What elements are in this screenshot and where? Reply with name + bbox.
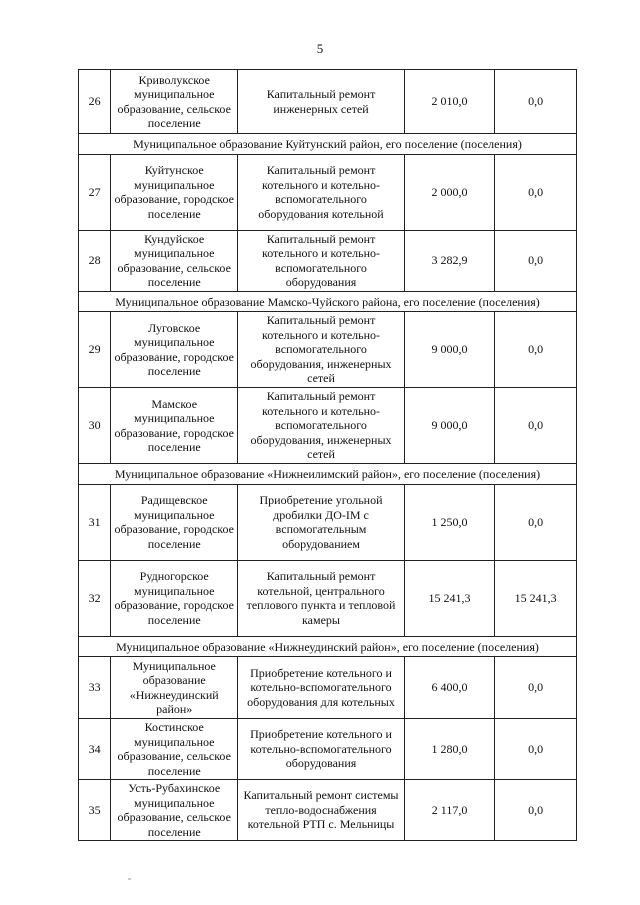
row-number: 29 <box>79 312 111 388</box>
amount-2-cell: 0,0 <box>495 230 577 291</box>
section-title: Муниципальное образование Мамско-Чуйского района, его поселение (поселения) <box>79 291 577 312</box>
amount-2-cell: 15 241,3 <box>495 560 577 636</box>
table-row <box>79 154 577 230</box>
amount-cell: 9 000,0 <box>404 388 494 464</box>
scan-artifact <box>128 878 131 880</box>
work-description-cell: Капитальный ремонт котельного и котельно-вспомогательного оборудования, инженерных сетей <box>238 312 405 388</box>
municipality-cell: Луговское муниципальное образование, городское поселение <box>111 312 238 388</box>
page-number: 5 <box>316 41 324 56</box>
table-row <box>79 230 577 291</box>
work-description-cell: Приобретение угольной дробилки ДО-IM с вспомогательным оборудованием <box>238 484 405 560</box>
row-number: 28 <box>79 230 111 291</box>
amount-cell: 2 000,0 <box>404 154 494 230</box>
amount-cell: 1 280,0 <box>404 719 494 780</box>
row-number: 34 <box>79 719 111 780</box>
table-row <box>79 780 577 841</box>
work-description-cell: Капитальный ремонт инженерных сетей <box>238 70 405 134</box>
row-number: 26 <box>79 70 111 134</box>
work-description-cell: Приобретение котельного и котельно-вспомогательного оборудования для котельных <box>238 657 405 719</box>
municipality-cell: Муниципальное образование «Нижнеудинский район» <box>111 657 238 719</box>
municipality-cell: Усть-Рубахинское муниципальное образование, сельское поселение <box>111 780 238 841</box>
municipality-cell: Радищевское муниципальное образование, городское поселение <box>111 484 238 560</box>
section-title: Муниципальное образование Куйтунский район, его поселение (поселения) <box>79 134 577 155</box>
row-number: 35 <box>79 780 111 841</box>
section-header-row <box>79 464 577 485</box>
section-title: Муниципальное образование «Нижнеилимский район», его поселение (поселения) <box>79 464 577 485</box>
work-description-cell: Капитальный ремонт котельной, центрального теплового пункта и тепловой камеры <box>238 560 405 636</box>
table-row <box>79 484 577 560</box>
work-description-cell: Капитальный ремонт котельного и котельно-вспомогательного оборудования котельной <box>238 154 405 230</box>
table-row <box>79 719 577 780</box>
funding-table <box>78 69 577 841</box>
work-description-cell: Капитальный ремонт котельного и котельно-вспомогательного оборудования, инженерных сетей <box>238 388 405 464</box>
work-description-cell: Капитальный ремонт системы тепло-водоснабжения котельной РТП с. Мельницы <box>238 780 405 841</box>
amount-cell: 6 400,0 <box>404 657 494 719</box>
amount-2-cell: 0,0 <box>495 657 577 719</box>
amount-cell: 3 282,9 <box>404 230 494 291</box>
table-row <box>79 560 577 636</box>
amount-cell: 15 241,3 <box>404 560 494 636</box>
amount-cell: 9 000,0 <box>404 312 494 388</box>
municipality-cell: Криволукское муниципальное образование, сельское поселение <box>111 70 238 134</box>
work-description-cell: Приобретение котельного и котельно-вспомогательного оборудования <box>238 719 405 780</box>
row-number: 32 <box>79 560 111 636</box>
row-number: 30 <box>79 388 111 464</box>
municipality-cell: Куйтунское муниципальное образование, городское поселение <box>111 154 238 230</box>
section-header-row <box>79 291 577 312</box>
row-number: 33 <box>79 657 111 719</box>
municipality-cell: Мамское муниципальное образование, городское поселение <box>111 388 238 464</box>
work-description-cell: Капитальный ремонт котельного и котельно-вспомогательного оборудования <box>238 230 405 291</box>
table-row <box>79 312 577 388</box>
amount-cell: 2 117,0 <box>404 780 494 841</box>
row-number: 27 <box>79 154 111 230</box>
amount-cell: 2 010,0 <box>404 70 494 134</box>
section-header-row <box>79 134 577 155</box>
table-row <box>79 70 577 134</box>
municipality-cell: Костинское муниципальное образование, сельское поселение <box>111 719 238 780</box>
section-header-row <box>79 636 577 657</box>
table-body <box>79 70 577 841</box>
amount-2-cell: 0,0 <box>495 70 577 134</box>
amount-2-cell: 0,0 <box>495 388 577 464</box>
amount-2-cell: 0,0 <box>495 719 577 780</box>
amount-2-cell: 0,0 <box>495 154 577 230</box>
section-title: Муниципальное образование «Нижнеудинский район», его поселение (поселения) <box>79 636 577 657</box>
amount-2-cell: 0,0 <box>495 484 577 560</box>
amount-2-cell: 0,0 <box>495 312 577 388</box>
amount-2-cell: 0,0 <box>495 780 577 841</box>
table-row <box>79 388 577 464</box>
municipality-cell: Кундуйское муниципальное образование, сельское поселение <box>111 230 238 291</box>
table-row <box>79 657 577 719</box>
row-number: 31 <box>79 484 111 560</box>
amount-cell: 1 250,0 <box>404 484 494 560</box>
municipality-cell: Рудногорское муниципальное образование, городское поселение <box>111 560 238 636</box>
